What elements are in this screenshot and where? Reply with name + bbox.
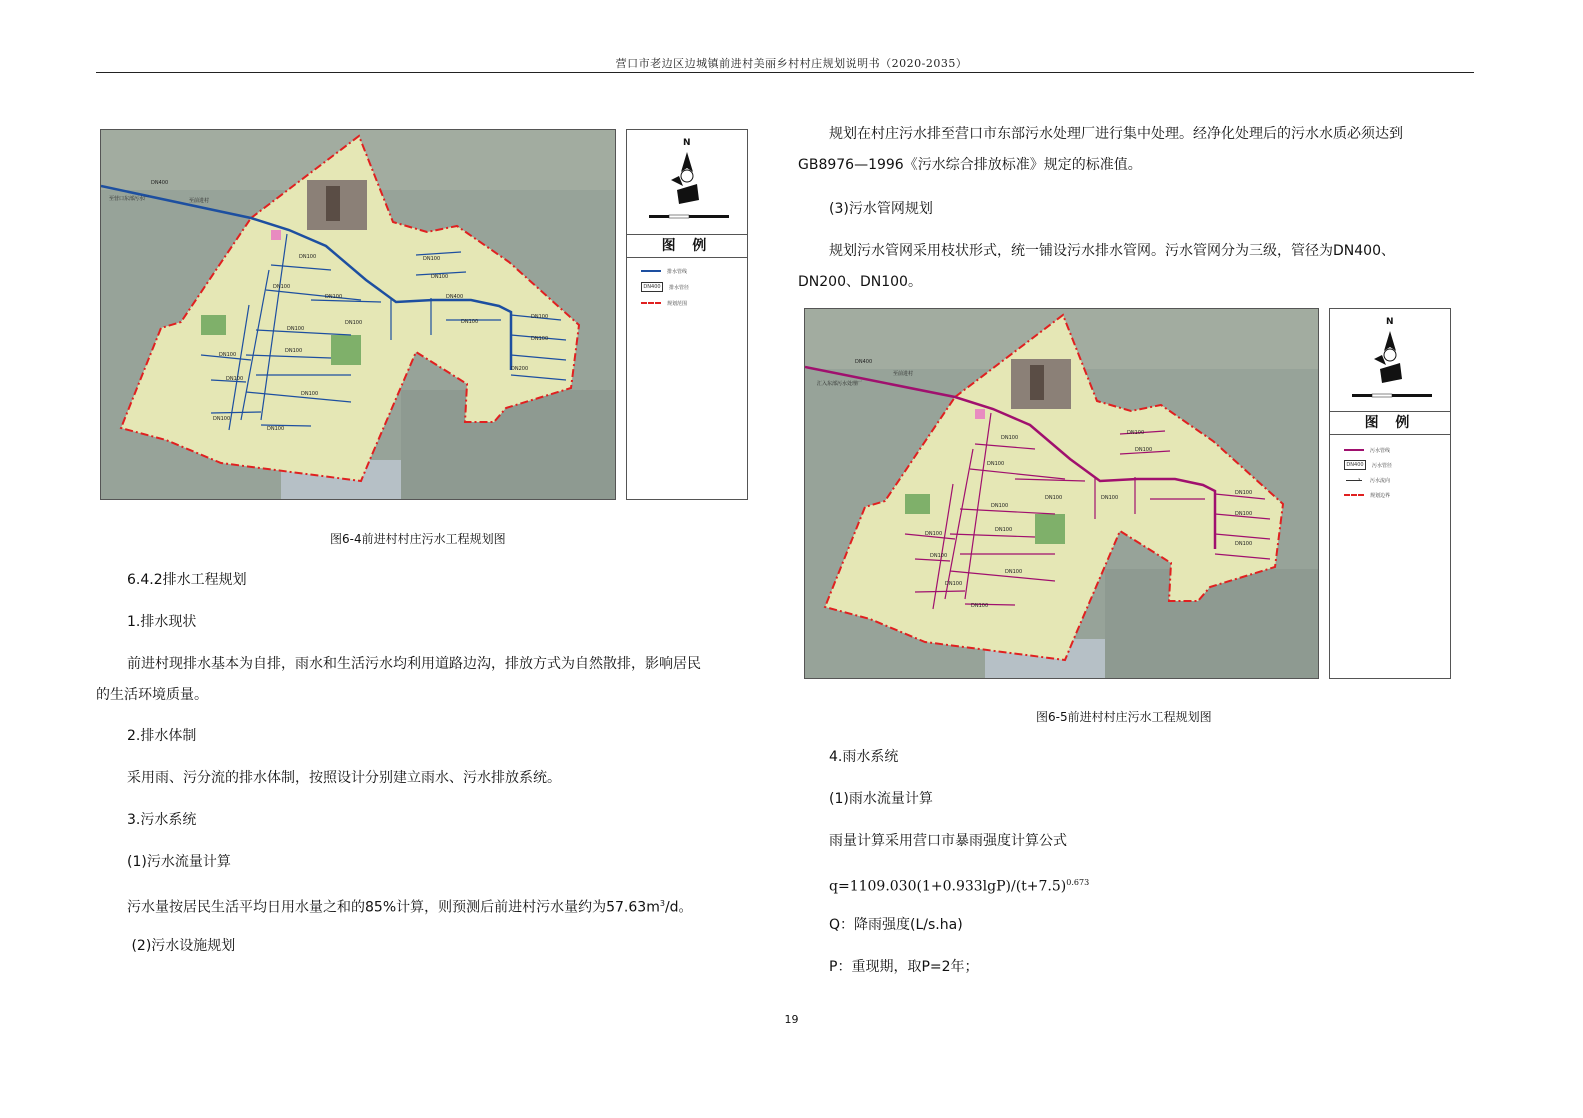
section-heading-6-4-2: 6.4.2排水工程规划 — [127, 572, 247, 588]
svg-text:DN100: DN100 — [325, 294, 343, 300]
sewage-flow-unit: /d。 — [664, 899, 693, 916]
map-legend-2 — [1329, 308, 1451, 679]
paragraph-sewage-treatment-2: GB8976—1996《污水综合排放标准》规定的标准值。 — [798, 157, 1142, 173]
subheading-rainwater-system: 4.雨水系统 — [829, 749, 899, 765]
legend-item-pipe — [641, 266, 687, 276]
subheading-sewage-system: 3.污水系统 — [127, 812, 197, 828]
subheading-rainwater-flow: (1)雨水流量计算 — [829, 791, 933, 807]
page-number: 19 — [784, 1013, 799, 1026]
subheading-drainage-system: 2.排水体制 — [127, 728, 197, 744]
svg-text:DN100: DN100 — [287, 326, 305, 332]
header-rule — [96, 72, 1474, 73]
subheading-sewer-network: (3)污水管网规划 — [829, 201, 933, 217]
svg-text:DN100: DN100 — [461, 319, 479, 325]
paragraph-rainfall-formula-intro: 雨量计算采用营口市暴雨强度计算公式 — [829, 833, 1067, 849]
svg-text:至营口东部污水厂: 至营口东部污水厂 — [109, 196, 150, 202]
pipe-line-icon — [1344, 445, 1364, 455]
legend-label: 污水管径 — [1372, 462, 1393, 469]
legend-label: 污水管线 — [1370, 447, 1391, 454]
svg-text:DN400: DN400 — [855, 359, 873, 365]
svg-text:DN100: DN100 — [991, 503, 1009, 509]
svg-text:DN100: DN100 — [1235, 490, 1253, 496]
boundary-dash-icon — [641, 298, 661, 308]
svg-text:DN400: DN400 — [446, 294, 464, 300]
flow-arrow-icon: › — [1344, 475, 1364, 485]
legend-label: 排水管径 — [669, 284, 690, 291]
paragraph-sewer-network-2: DN200、DN100。 — [798, 274, 922, 290]
svg-text:DN100: DN100 — [423, 256, 441, 262]
svg-text:DN100: DN100 — [301, 391, 319, 397]
svg-text:DN100: DN100 — [267, 426, 285, 432]
figure-caption-2: 图6-5前进村村庄污水工程规划图 — [1036, 710, 1212, 724]
legend-label: 污水流向 — [1370, 477, 1391, 484]
formula-exponent: 0.673 — [1066, 878, 1090, 887]
legend-label: 规划范围 — [667, 300, 688, 307]
svg-text:DN200: DN200 — [511, 366, 529, 372]
compass-icon — [667, 150, 707, 210]
svg-text:DN100: DN100 — [1127, 430, 1145, 436]
svg-text:汇入东部污水处理厂: 汇入东部污水处理厂 — [817, 381, 863, 387]
pipe-line-icon — [641, 266, 661, 276]
pipe-diameter-icon: DN400 — [641, 282, 663, 292]
compass-icon — [1370, 329, 1410, 389]
boundary-dash-icon — [1344, 490, 1364, 500]
svg-text:DN100: DN100 — [213, 416, 231, 422]
legend-title-1: 图 例 — [627, 234, 747, 258]
legend-title-2: 图 例 — [1330, 411, 1450, 435]
map-legend-1 — [626, 129, 748, 500]
paragraph-drainage-system: 采用雨、污分流的排水体制，按照设计分别建立雨水、污水排放系统。 — [127, 770, 561, 786]
subheading-sewage-facility: (2)污水设施规划 — [127, 938, 236, 954]
svg-text:至前进村: 至前进村 — [189, 198, 210, 204]
svg-text:DN100: DN100 — [1235, 541, 1253, 547]
legend-item-boundary — [1344, 490, 1390, 500]
sewer-plan-map-2 — [804, 308, 1319, 679]
legend-label: 规划边界 — [1370, 492, 1391, 499]
subheading-drainage-status: 1.排水现状 — [127, 614, 197, 630]
svg-text:DN100: DN100 — [219, 352, 237, 358]
legend-item-pipe — [1344, 445, 1390, 455]
paragraph-drainage-status-1: 前进村现排水基本为自排，雨水和生活污水均利用道路边沟，排放方式为自然散排，影响居民 — [127, 656, 701, 672]
svg-text:至前进村: 至前进村 — [893, 371, 914, 377]
sewer-plan-map-1 — [100, 129, 616, 500]
svg-text:DN100: DN100 — [1005, 569, 1023, 575]
svg-text:DN400: DN400 — [151, 180, 169, 186]
subheading-sewage-flow: (1)污水流量计算 — [127, 854, 231, 870]
svg-text:DN100: DN100 — [345, 320, 363, 326]
svg-text:DN100: DN100 — [995, 527, 1013, 533]
north-label: N — [1386, 317, 1394, 327]
scale-bar-icon — [649, 212, 733, 222]
formula-text: q=1109.030(1+0.933lgP)/(t+7.5) — [829, 878, 1067, 895]
svg-text:DN100: DN100 — [531, 336, 549, 342]
legend-item-boundary — [641, 298, 687, 308]
paragraph-sewage-flow — [127, 888, 693, 924]
north-label: N — [683, 138, 691, 148]
svg-text:DN100: DN100 — [1045, 495, 1063, 501]
pipe-diameter-icon: DN400 — [1344, 460, 1366, 470]
paragraph-drainage-status-2: 的生活环境质量。 — [96, 687, 208, 703]
svg-text:DN100: DN100 — [299, 254, 317, 260]
paragraph-sewer-network-1: 规划污水管网采用枝状形式，统一铺设污水排水管网。污水管网分为三级，管径为DN400、 — [829, 243, 1395, 259]
svg-text:DN100: DN100 — [273, 284, 291, 290]
unit-superscript: 3 — [659, 899, 665, 908]
header-title: 营口市老边区边城镇前进村美丽乡村村庄规划说明书（2020-2035） — [615, 57, 968, 70]
svg-text:DN100: DN100 — [226, 376, 244, 382]
formula-rainfall — [829, 867, 1089, 903]
svg-text:DN100: DN100 — [1235, 511, 1253, 517]
definition-p: P：重现期，取P=2年； — [829, 959, 979, 975]
sewage-flow-text: 污水量按居民生活平均日用水量之和的85%计算，则预测后前进村污水量约为57.63m — [127, 899, 660, 916]
definition-q: Q：降雨强度(L/s.ha) — [829, 917, 963, 933]
legend-label: 排水管线 — [667, 268, 688, 275]
svg-text:DN100: DN100 — [531, 314, 549, 320]
svg-text:DN100: DN100 — [987, 461, 1005, 467]
legend-item-diameter — [1344, 460, 1392, 470]
svg-text:DN100: DN100 — [930, 553, 948, 559]
paragraph-sewage-treatment-1: 规划在村庄污水排至营口市东部污水处理厂进行集中处理。经净化处理后的污水水质必须达到 — [829, 126, 1403, 142]
svg-text:DN100: DN100 — [1135, 447, 1153, 453]
svg-text:DN100: DN100 — [925, 531, 943, 537]
legend-item-diameter — [641, 282, 689, 292]
legend-item-flow — [1344, 475, 1390, 485]
svg-text:DN100: DN100 — [1101, 495, 1119, 501]
figure-caption-1: 图6-4前进村村庄污水工程规划图 — [330, 532, 506, 546]
svg-text:DN100: DN100 — [1001, 435, 1019, 441]
svg-text:DN100: DN100 — [285, 348, 303, 354]
svg-text:DN100: DN100 — [945, 581, 963, 587]
svg-text:DN100: DN100 — [431, 274, 449, 280]
scale-bar-icon — [1352, 391, 1436, 401]
svg-text:DN100: DN100 — [971, 603, 989, 609]
